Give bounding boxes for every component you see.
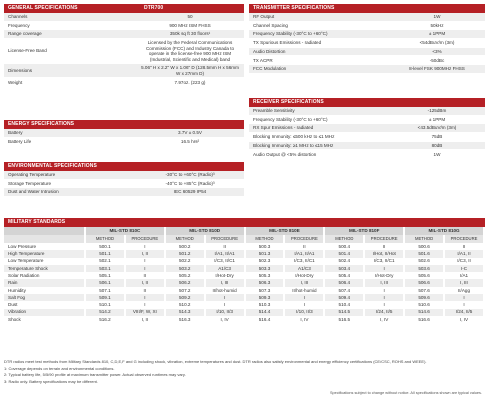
general-spec-row <box>4 21 244 30</box>
table-row <box>4 258 484 265</box>
general-spec-row <box>4 78 244 87</box>
method-cell: 516.3 <box>165 316 205 323</box>
blank-header-cell <box>4 227 85 235</box>
method-cell: 507.4 <box>324 287 364 294</box>
method-column-header: METHOD <box>85 235 125 243</box>
procedure-cell: I <box>205 301 245 308</box>
method-cell: 505.6 <box>404 272 444 279</box>
spec-label: Frequency Stability (-30°C to +60°C) <box>249 115 389 124</box>
spec-value: 8-level FSK 900MHz FHSS <box>389 65 485 74</box>
table-row <box>4 309 484 316</box>
method-cell: 500.3 <box>245 243 285 250</box>
transmitter-spec-row <box>249 21 485 30</box>
receiver-spec-row <box>249 141 485 150</box>
spec-label: Range coverage <box>4 30 136 39</box>
test-name-cell: Dust <box>4 301 85 308</box>
procedure-cell: VIII/F, W, XI <box>125 309 165 316</box>
procedure-cell: I/A1, II/A1 <box>205 250 245 257</box>
general-specifications-title: GENERAL SPECIFICATIONS <box>8 5 78 11</box>
table-row <box>4 279 484 286</box>
method-cell: 500.1 <box>85 243 125 250</box>
receiver-specifications-header: RECEIVER SPECIFICATIONS <box>249 98 485 107</box>
method-cell: 503.2 <box>165 265 205 272</box>
transmitter-spec-row <box>249 56 485 65</box>
procedure-cell: I <box>125 258 165 265</box>
method-cell: 510.1 <box>85 301 125 308</box>
footnote: 3: Radio only. Battery specifications may be different. <box>4 378 98 384</box>
procedure-cell: II/Agg <box>444 287 484 294</box>
spec-value: 900 MHz ISM FHSS <box>136 21 244 30</box>
receiver-specifications-table <box>249 107 485 159</box>
procedure-cell: I <box>444 294 484 301</box>
method-cell: 507.3 <box>245 287 285 294</box>
method-cell: 505.4 <box>324 272 364 279</box>
general-spec-row <box>4 30 244 39</box>
model-label: DTR700 <box>144 5 164 11</box>
standard-header: MIL-STD 810G <box>404 227 484 235</box>
spec-label: Battery Life <box>4 137 136 146</box>
procedure-cell: I/A1, II <box>444 250 484 257</box>
method-cell: 509.2 <box>165 294 205 301</box>
spec-label: Audio Output @ <5% distortion <box>249 150 389 159</box>
environmental-specifications-header: ENVIRONMENTAL SPECIFICATIONS <box>4 162 244 171</box>
table-row <box>4 301 484 308</box>
procedure-cell: I, IV <box>364 316 404 323</box>
method-cell: 502.3 <box>245 258 285 265</box>
method-cell: 509.3 <box>245 294 285 301</box>
test-name-cell: Low Pressure <box>4 243 85 250</box>
procedure-cell: I/10, II/3 <box>284 309 324 316</box>
procedure-cell: I, III <box>364 279 404 286</box>
table-row <box>4 287 484 294</box>
spec-value: -40°C to +85°C (Radio)³ <box>136 179 244 188</box>
energy-specifications-panel <box>4 120 244 146</box>
spec-value: 80dB <box>389 141 485 150</box>
spec-label: Preamble Sensitivity <box>249 107 389 115</box>
test-name-cell: High Temperature <box>4 250 85 257</box>
method-cell: 516.4 <box>245 316 285 323</box>
spec-label: Blocking Immunity: ≥1 MHz to ≤15 MHz <box>249 141 389 150</box>
method-cell: 516.6 <box>404 316 444 323</box>
procedure-cell: I <box>364 294 404 301</box>
procedure-cell: I <box>364 265 404 272</box>
procedure-cell: I, IV <box>444 316 484 323</box>
military-standards-header: MILITARY STANDARDS <box>4 218 485 227</box>
environmental-spec-row <box>4 171 244 179</box>
test-name-cell: Vibration <box>4 309 85 316</box>
method-cell: 501.4 <box>324 250 364 257</box>
procedure-cell: I, III <box>284 279 324 286</box>
spec-value: 1W <box>389 13 485 21</box>
table-row <box>4 250 484 257</box>
method-cell: 506.6 <box>404 279 444 286</box>
spec-value: 7.97oz. (223 g) <box>136 78 244 87</box>
transmitter-spec-row <box>249 30 485 39</box>
method-cell: 516.5 <box>324 316 364 323</box>
table-row <box>4 265 484 272</box>
procedure-cell: I/C3, II/C1 <box>205 258 245 265</box>
test-name-cell: Low Temperature <box>4 258 85 265</box>
procedure-cell: I <box>125 301 165 308</box>
spec-label: Channel Spacing <box>249 21 389 30</box>
procedure-cell: A1/C3 <box>205 265 245 272</box>
procedure-cell: I/10, II/3 <box>205 309 245 316</box>
energy-specifications-table <box>4 129 244 146</box>
procedure-column-header: PROCEDURE <box>284 235 324 243</box>
spec-value: <3% <box>389 47 485 56</box>
procedure-cell: II/hot-humid <box>205 287 245 294</box>
transmitter-specifications-header: TRANSMITTER SPECIFICATIONS <box>249 4 485 13</box>
table-row <box>4 243 484 250</box>
spec-value: -125dBm <box>389 107 485 115</box>
procedure-cell: I/A1 <box>444 272 484 279</box>
procedure-cell: I/Hot-Dry <box>364 272 404 279</box>
method-cell: 503.1 <box>85 265 125 272</box>
spec-label: RF Output <box>249 13 389 21</box>
spec-label: Channels <box>4 13 136 21</box>
method-cell: 506.3 <box>245 279 285 286</box>
procedure-cell: I <box>125 265 165 272</box>
spec-value: ± 1PPM <box>389 30 485 39</box>
procedure-cell: A1/C3 <box>284 265 324 272</box>
general-specifications-panel <box>4 4 244 87</box>
table-row <box>4 294 484 301</box>
procedure-cell: I, IV <box>205 316 245 323</box>
method-cell: 501.6 <box>404 250 444 257</box>
procedure-cell: I, III <box>444 279 484 286</box>
test-name-cell: Humidity <box>4 287 85 294</box>
table-row <box>4 316 484 323</box>
spec-value: ± 1PPM <box>389 115 485 124</box>
procedure-cell: I/A1, II/A1 <box>284 250 324 257</box>
method-cell: 509.1 <box>85 294 125 301</box>
environmental-specifications-panel <box>4 162 244 197</box>
spec-label: Frequency <box>4 21 136 30</box>
method-cell: 514.2 <box>85 309 125 316</box>
test-name-cell: Solar Radiation <box>4 272 85 279</box>
method-cell: 514.6 <box>404 309 444 316</box>
procedure-cell: II <box>364 243 404 250</box>
receiver-spec-row <box>249 115 485 124</box>
general-spec-row <box>4 64 244 78</box>
method-cell: 506.1 <box>85 279 125 286</box>
method-column-header: METHOD <box>165 235 205 243</box>
general-specifications-table <box>4 13 244 87</box>
method-procedure-header-row <box>4 235 484 243</box>
environmental-spec-row <box>4 188 244 197</box>
energy-spec-row <box>4 137 244 146</box>
receiver-spec-row <box>249 133 485 142</box>
procedure-cell: I, III <box>205 279 245 286</box>
blank-subheader-cell <box>4 235 85 243</box>
spec-label: Frequency Stability (-30°C to +60°C) <box>249 30 389 39</box>
method-cell: 503.4 <box>324 265 364 272</box>
procedure-cell: II <box>125 287 165 294</box>
test-name-cell: Shock <box>4 316 85 323</box>
spec-value: 50kHz <box>389 21 485 30</box>
spec-label: FCC Modulation <box>249 65 389 74</box>
transmitter-specifications-panel <box>249 4 485 74</box>
spec-value: 1W <box>389 150 485 159</box>
method-cell: 506.2 <box>165 279 205 286</box>
method-column-header: METHOD <box>245 235 285 243</box>
spec-value: 5.06" H x 2.2" W x 1.06" D (128.5mm H x 56mm W x 27mm D) <box>136 64 244 78</box>
footnote: 1: Coverage depends on terrain and environmental conditions. <box>4 365 115 371</box>
military-standards-table <box>4 227 485 323</box>
receiver-spec-row <box>249 150 485 159</box>
procedure-cell: II <box>284 243 324 250</box>
footnote: DTR radios meet test methods from Military Standards 810, C,D,E,F and G including shock, vibration, extreme temperatures and dust. DTR radios also satisfy environmental and energy efficiency certifications (CE/CSC, ROHS and WEEE). <box>4 359 427 364</box>
method-cell: 509.4 <box>324 294 364 301</box>
standard-header: MIL-STD 810C <box>85 227 165 235</box>
spec-label: Audio Distortion <box>249 47 389 56</box>
method-cell: 510.4 <box>324 301 364 308</box>
energy-spec-row <box>4 129 244 137</box>
test-name-cell: Temperature Shock <box>4 265 85 272</box>
method-cell: 503.3 <box>245 265 285 272</box>
spec-value: 350k sq ft 30 floors¹ <box>136 30 244 39</box>
method-cell: 516.2 <box>85 316 125 323</box>
procedure-column-header: PROCEDURE <box>444 235 484 243</box>
method-cell: 505.1 <box>85 272 125 279</box>
procedure-column-header: PROCEDURE <box>125 235 165 243</box>
method-cell: 500.2 <box>165 243 205 250</box>
spec-label: TX ACPR <box>249 56 389 65</box>
procedure-cell: I/Hot-Dry <box>284 272 324 279</box>
method-cell: 509.6 <box>404 294 444 301</box>
spec-label: RX Spur Emissions - radiated <box>249 124 389 133</box>
spec-value: -30°C to +60°C (Radio)³ <box>136 171 244 179</box>
environmental-spec-row <box>4 179 244 188</box>
disclaimer: Specifications subject to change without notice. All specifications shown are typical values. <box>330 391 482 395</box>
method-column-header: METHOD <box>404 235 444 243</box>
method-cell: 510.2 <box>165 301 205 308</box>
transmitter-spec-row <box>249 65 485 74</box>
procedure-cell: I/C3, II/C1 <box>284 258 324 265</box>
spec-label: License-Free Band <box>4 39 136 64</box>
method-cell: 507.2 <box>165 287 205 294</box>
method-cell: 501.3 <box>245 250 285 257</box>
method-cell: 503.6 <box>404 265 444 272</box>
spec-value: 3.7V ± 0.5V <box>136 129 244 137</box>
spec-value: 75dB <box>389 133 485 142</box>
spec-value: Licensed by the Federal Communications Commission (FCC) and Industry Canada to operate in the license-free 900 MHz ISM (Industrial, Scientific and Medical) band <box>136 39 244 64</box>
procedure-column-header: PROCEDURE <box>205 235 245 243</box>
procedure-cell: I/24, II/5 <box>444 309 484 316</box>
method-cell: 505.2 <box>165 272 205 279</box>
footnote: 2: Typical battery life, 5/5/90 profile at maximum transmitter power. Actual observed runtimes may vary. <box>4 372 186 378</box>
standard-header: MIL-STD 810D <box>165 227 245 235</box>
environmental-specifications-table <box>4 171 244 197</box>
procedure-cell: I/Hot, II/Hot <box>364 250 404 257</box>
receiver-specifications-panel <box>249 98 485 159</box>
method-cell: 501.2 <box>165 250 205 257</box>
spec-label: Dimensions <box>4 64 136 78</box>
procedure-cell: I, IV <box>284 316 324 323</box>
spec-label: Weight <box>4 78 136 87</box>
procedure-column-header: PROCEDURE <box>364 235 404 243</box>
method-cell: 514.4 <box>245 309 285 316</box>
method-cell: 500.6 <box>404 243 444 250</box>
general-spec-row <box>4 39 244 64</box>
method-column-header: METHOD <box>324 235 364 243</box>
method-cell: 502.4 <box>324 258 364 265</box>
spec-label: TX Spurious Emissions - radiated <box>249 39 389 48</box>
energy-specifications-header: ENERGY SPECIFICATIONS <box>4 120 244 129</box>
procedure-cell: I/C3, II/C1 <box>364 258 404 265</box>
spec-value: <43.5dBuV/m (3m) <box>389 124 485 133</box>
method-cell: 502.6 <box>404 258 444 265</box>
procedure-cell: I/Hot-Dry <box>205 272 245 279</box>
procedure-cell: I-C <box>444 265 484 272</box>
receiver-spec-row <box>249 107 485 115</box>
spec-value: IEC 60529 IP54 <box>136 188 244 197</box>
spec-value: 16.5 hrs² <box>136 137 244 146</box>
procedure-cell: II <box>444 243 484 250</box>
receiver-spec-row <box>249 124 485 133</box>
method-cell: 507.6 <box>404 287 444 294</box>
method-cell: 514.5 <box>324 309 364 316</box>
test-name-cell: Salt Fog <box>4 294 85 301</box>
standards-header-row <box>4 227 484 235</box>
spec-value: <54dBuV/m (3m) <box>389 39 485 48</box>
method-cell: 507.1 <box>85 287 125 294</box>
method-cell: 502.2 <box>165 258 205 265</box>
spec-label: Storage Temperature <box>4 179 136 188</box>
procedure-cell: I <box>364 301 404 308</box>
procedure-cell: I, II <box>125 250 165 257</box>
procedure-cell: I <box>444 301 484 308</box>
procedure-cell: I, II <box>125 316 165 323</box>
method-cell: 502.1 <box>85 258 125 265</box>
procedure-cell: II/hot-humid <box>284 287 324 294</box>
spec-label: Operating Temperature <box>4 171 136 179</box>
standard-header: MIL-STD 810E <box>245 227 325 235</box>
spec-label: Blocking Immunity: ≤500 kHz to ≤1 MHz <box>249 133 389 142</box>
method-cell: 500.4 <box>324 243 364 250</box>
test-name-cell: Rain <box>4 279 85 286</box>
procedure-cell: I <box>125 294 165 301</box>
procedure-cell: I/C3, II <box>444 258 484 265</box>
procedure-cell: I <box>125 243 165 250</box>
procedure-cell: II <box>125 272 165 279</box>
method-cell: 501.1 <box>85 250 125 257</box>
spec-label: Battery <box>4 129 136 137</box>
footnotes <box>4 360 485 386</box>
procedure-cell: I <box>205 294 245 301</box>
method-cell: 514.3 <box>165 309 205 316</box>
procedure-cell: II <box>205 243 245 250</box>
procedure-cell: I <box>284 301 324 308</box>
spec-label: Dust and Water Intrusion <box>4 188 136 197</box>
transmitter-spec-row <box>249 13 485 21</box>
general-specifications-header <box>4 4 244 13</box>
procedure-cell: I, II <box>125 279 165 286</box>
spec-value: -50dBc <box>389 56 485 65</box>
method-cell: 506.4 <box>324 279 364 286</box>
transmitter-specifications-table <box>249 13 485 74</box>
procedure-cell: I/24, II/5 <box>364 309 404 316</box>
procedure-cell: I <box>284 294 324 301</box>
method-cell: 510.3 <box>245 301 285 308</box>
transmitter-spec-row <box>249 39 485 48</box>
standard-header: MIL-STD 810F <box>324 227 404 235</box>
spec-value: 50 <box>136 13 244 21</box>
military-standards-panel <box>4 218 485 323</box>
table-row <box>4 272 484 279</box>
general-spec-row <box>4 13 244 21</box>
procedure-cell: I <box>364 287 404 294</box>
transmitter-spec-row <box>249 47 485 56</box>
method-cell: 510.6 <box>404 301 444 308</box>
method-cell: 505.3 <box>245 272 285 279</box>
